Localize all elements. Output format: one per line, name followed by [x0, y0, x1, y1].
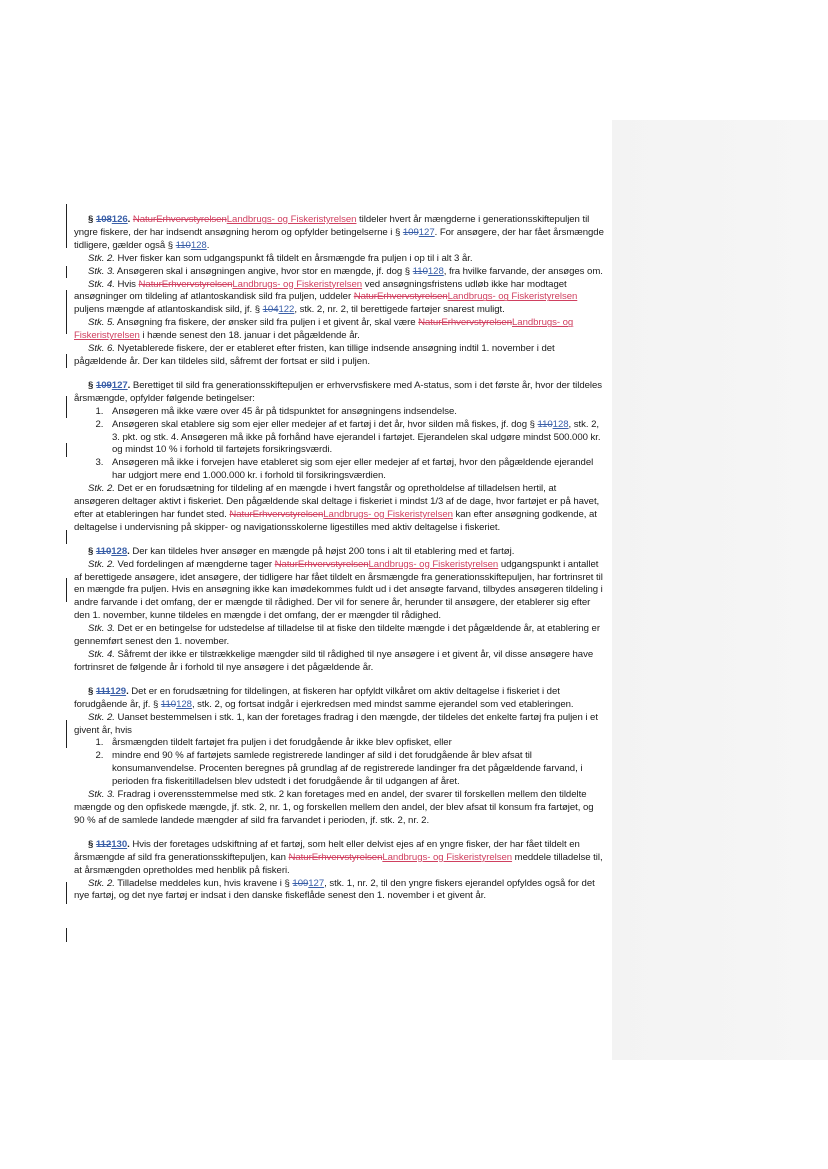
change-bar	[66, 530, 67, 544]
inserted-number: 126	[111, 214, 128, 225]
list-item: 2. Ansøgeren skal etablere sig som ejer eller medejer af et fartøj i det år, hvor silden må fiskes, jf. dog § 110128, stk. 2, 3. pkt. og stk. 4. Ansøgeren må ikke på forhånd have ejerandel i fartøjet. Ejerandelen skal udgøre mindst 500.000 kr. og mindst 10 % i forhold til fartøjets forsikringsværdi.	[106, 419, 604, 458]
section-sign: §	[88, 214, 94, 225]
deleted-agency: NaturErhvervstyrelsen	[132, 214, 227, 225]
section-129: § 111129. Det er en forudsætning for tildelingen, at fiskeren har opfyldt vilkåret om aktiv deltagelse i fiskeriet i det forudgående år, jf. § 110128, stk. 2, og fortsat indgår i ejerkredsen med mindst samme ejerandel som ved etableringen. Stk. 2. Uanset bestemmelsen i stk. 1, kan der foretages fradrag i den mængde, der tildeles det enkelte fartøj fra puljen i et givent år, hvis 1. årsmængden tildelt fartøjet fra puljen i det forudgående år ikke blev opfisket, eller 2. mindre end 90 % af fartøjets samlede registrerede landinger af sild i det forudgående år blev afsat til konsumanvendelse. Procenten beregnes på grundlag af de registrerede landinger fra det pågældende farvand, i perioden fra fiskeritilladelsen blev udstedt i det forudgående år til udgangen af året. Stk. 3. Fradrag i overensstemmelse med stk. 2 kan foretages med en andel, der svarer til forskellen mellem den tildelte mængde og den opfiskede mængde, jf. stk. 2, nr. 1, og forskellen mellem den andel, der blev afsat til konsum fra fartøjet, og 90 % af de samlede landede mængder af sild fra farvandet i perioden, jf. stk. 2, nr. 2.	[74, 686, 604, 828]
section-128: § 110128. Der kan tildeles hver ansøger en mængde på højst 200 tons i alt til etablering med et fartøj. Stk. 2. Ved fordelingen af mængderne tager NaturErhvervstyrelsenLandbrugs- og Fiskeristyrelsen udgangspunkt i antallet af berettigede ansøgere, idet ansøgere, der tidligere har fået tildelt en årsmængde fra generationsskiftepuljen, har fortrinsret til en mængde fra puljen. Hvis en ansøgning ikke kan imødekommes fuldt ud i det ansøgte farvand, tilbydes ansøgeren tildeling i andre farvande i det omfang, der er mængde til rådighed. Der vil for senere år, herunder til ansøgere, der etablerer sig efter den 1. november, kunne tildeles en mængde i det omfang, der er mængder til rådighed. Stk. 3. Det er en betingelse for udstedelse af tilladelse til at fiske den tildelte mængde i det pågældende år, at etablering er gennemført senest den 1. november. Stk. 4. Såfremt der ikke er tilstrækkelige mængder sild til rådighed til nye ansøgere i et givent år, vil disse ansøgere have fortrinsret de følgende år i forhold til nye ansøgere i det pågældende år.	[74, 545, 603, 673]
list-item: 1. årsmængden tildelt fartøjet fra puljen i det forudgående år ikke blev opfisket, eller	[106, 737, 604, 750]
change-bar	[66, 266, 67, 278]
list-item: 1. Ansøgeren må ikke være over 45 år på tidspunktet for ansøgningens indsendelse.	[106, 406, 604, 419]
section-127: § 109127. Berettiget til sild fra generationsskiftepuljen er erhvervsfiskere med A-status, som i det første år, hvor der tildeles årsmængde, opfylder følgende betingelser: 1. Ansøgeren må ikke være over 45 år på tidspunktet for ansøgningens indsendelse. 2. Ansøgeren skal etablere sig som ejer eller medejer af et fartøj i det år, hvor silden må fiskes, jf. dog § 110128, stk. 2, 3. pkt. og stk. 4. Ansøgeren må ikke på forhånd have ejerandel i fartøjet. Ejerandelen skal udgøre mindst 500.000 kr. og mindst 10 % i forhold til fartøjets forsikringsværdi. 3. Ansøgeren må ikke i forvejen have etableret sig som ejer eller medejer af et fartøj, hvor den pågældende ejerandel har udgjort mere end 1.000.000 kr. i forhold til forsikringsværdien. Stk. 2. Det er en forudsætning for tildeling af en mængde i hvert fangstår og opretholdelse af tilladelsen hertil, at ansøgeren deltager aktivt i fiskeriet. Den pågældende skal deltage i fiskeriet i mindst 1/3 af de dage, hvor fartøjet er på havet, efter at etableringen har fundet sted. NaturErhvervstyrelsenLandbrugs- og Fiskeristyrelsen kan efter ansøgning godkende, at deltagelse i undervisning på skipper- og navigationsskolerne ligestilles med aktiv deltagelse i fiskeriet.	[74, 380, 604, 535]
section-126: § 108126. NaturErhvervstyrelsenLandbrugs- og Fiskeristyrelsen tildeler hvert år mængderne i generationsskiftepuljen til yngre fiskere, der har indsendt ansøgning herom og opfylder betingelserne i § 109127. For ansøgere, der har fået årsmængde tidligere, gælder også § 110128. Stk. 2. Hver fisker kan som udgangspunkt få tildelt en årsmængde fra puljen i op til i alt 3 år. Stk. 3. Ansøgeren skal i ansøgningen angive, hvor stor en mængde, jf. dog § 110128, fra hvilke farvande, der ansøges om. Stk. 4. Hvis NaturErhvervstyrelsenLandbrugs- og Fiskeristyrelsen ved ansøgningsfristens udløb ikke har modtaget ansøgninger om tildeling af atlantoskandisk sild fra puljen, uddeler NaturErhvervstyrelsenLandbrugs- og Fiskeristyrelsen puljens mængde af atlantoskandisk sild, jf. § 104122, stk. 2, nr. 2, til berettigede fartøjer snarest muligt. Stk. 5. Ansøgning fra fiskere, der ønsker sild fra puljen i et givent år, skal være NaturErhvervstyrelsenLandbrugs- og Fiskeristyrelsen i hænde senest den 18. januar i det pågældende år. Stk. 6. Nyetablerede fiskere, der er etableret efter fristen, kan tillige indsende ansøgning indtil 1. november i det pågældende år. Der kan tildeles sild, såfremt der fortsat er sild i puljen.	[74, 214, 604, 367]
change-bar	[66, 354, 67, 368]
list-item: 2. mindre end 90 % af fartøjets samlede registrerede landinger af sild i det forudgående år blev afsat til konsumanvendelse. Procenten beregnes på grundlag af de registrerede landinger fra det pågældende farvand, i perioden fra fiskeritilladelsen blev udstedt i det forudgående år til udgangen af året.	[106, 750, 604, 789]
change-bar	[66, 204, 67, 248]
change-bar	[66, 578, 67, 602]
law-text	[74, 214, 604, 914]
change-bar	[66, 396, 67, 418]
change-bar	[66, 290, 67, 334]
change-bar	[66, 928, 67, 942]
list-item: 3. Ansøgeren må ikke i forvejen have etableret sig som ejer eller medejer af et fartøj, hvor den pågældende ejerandel har udgjort mere end 1.000.000 kr. i forhold til forsikringsværdien.	[106, 457, 604, 483]
scan-margin-shade	[612, 120, 828, 1060]
change-bar	[66, 720, 67, 748]
change-bar	[66, 443, 67, 457]
inserted-agency: Landbrugs- og Fiskeristyrelsen	[226, 214, 357, 225]
change-bar	[66, 882, 67, 904]
deleted-number: 108	[95, 214, 112, 225]
section-130: § 112130. Hvis der foretages udskiftning af et fartøj, som helt eller delvist ejes af en yngre fisker, der har fået tildelt en årsmængde af sild fra generationsskiftepuljen, kan NaturErhvervstyrelsenLandbrugs- og Fiskeristyrelsen meddele tilladelse til, at årsmængden opretholdes med henblik på fiskeri. Stk. 2. Tilladelse meddeles kun, hvis kravene i § 109127, stk. 1, nr. 2, til den yngre fiskers ejerandel opfyldes også for det nye fartøj, og det nye fartøj er indsat i den danske fiskeflåde senest den 1. november i et givent år.	[74, 838, 603, 902]
